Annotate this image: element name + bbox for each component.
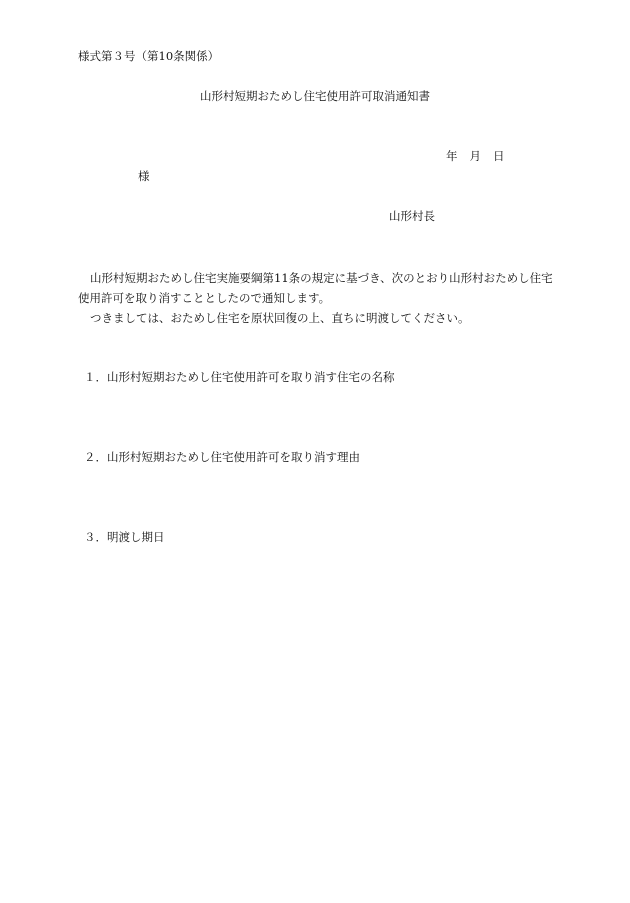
- date-month-label: 月: [469, 149, 481, 163]
- date-year-label: 年: [446, 149, 458, 163]
- date-line: [446, 150, 505, 164]
- body-paragraph-1: 山形村短期おためし住宅実施要綱第11条の規定に基づき、次のとおり山形村おためし住宅使用許可を取り消すこととしたので通知します。: [78, 271, 553, 305]
- body-paragraph-2: つきましては、おためし住宅を原状回復の上、直ちに明渡してください。: [90, 311, 470, 325]
- date-day-label: 日: [493, 149, 505, 163]
- form-number: 様式第３号（第10条関係）: [78, 49, 220, 63]
- list-item-2: ２．山形村短期おためし住宅使用許可を取り消す理由: [84, 450, 360, 464]
- body-text: [78, 268, 558, 328]
- document-title: 山形村短期おためし住宅使用許可取消通知書: [200, 89, 430, 103]
- list-item-1: １．山形村短期おためし住宅使用許可を取り消す住宅の名称: [84, 370, 395, 384]
- sender-name: 山形村長: [389, 209, 435, 223]
- list-item-3: ３．明渡し期日: [84, 530, 165, 544]
- addressee-suffix: 様: [138, 169, 150, 183]
